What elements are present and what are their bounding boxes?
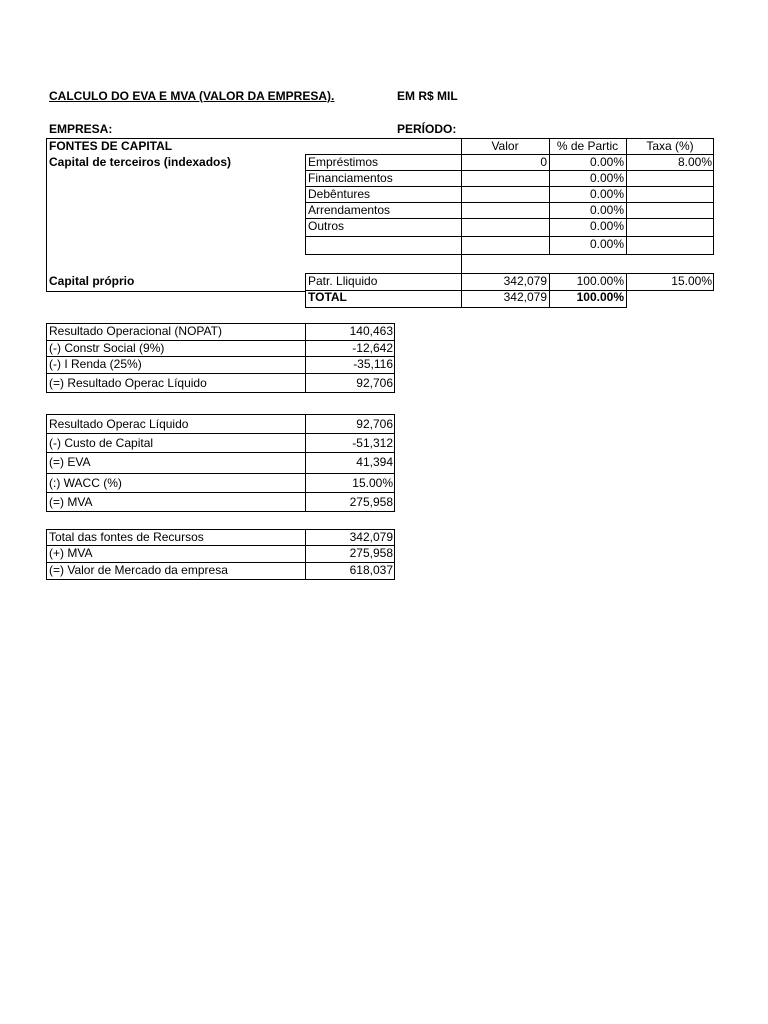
proprio-row-taxa: 15.00% [671,274,712,288]
mva-row-label: (=) Valor de Mercado da empresa [49,563,228,577]
terceiros-row-valor: 0 [540,155,547,169]
eva-row-label: Resultado Operac Líquido [49,417,189,431]
section-title: FONTES DE CAPITAL [49,139,173,153]
terceiros-row-name: Outros [308,219,345,233]
proprio-row-partic: 100.00% [576,274,624,288]
eva-row-label: (-) Custo de Capital [49,436,154,450]
mva-row-value: 618,037 [349,563,393,577]
empresa-label: EMPRESA: [49,122,113,136]
terceiros-row-partic: 0.00% [589,203,624,217]
terceiros-row-partic: 0.00% [589,237,624,251]
nopat-row-value: -12,642 [352,341,393,355]
periodo-label: PERÍODO: [397,122,457,136]
mva-row-value: 275,958 [349,546,393,560]
nopat-row-label: (=) Resultado Operac Líquido [49,376,207,390]
nopat-row-value: 92,706 [356,376,393,390]
col-header-taxa: Taxa (%) [646,139,694,153]
nopat-row-label: (-) Constr Social (9%) [49,341,165,355]
terceiros-row-partic: 0.00% [589,155,624,169]
mva-row-label: Total das fontes de Recursos [49,530,204,544]
document-title: CALCULO DO EVA E MVA (VALOR DA EMPRESA). [49,89,335,103]
proprio-label: Capital próprio [49,274,135,288]
eva-row-label: (=) EVA [49,455,91,469]
terceiros-label: Capital de terceiros (indexados) [49,155,232,169]
total-row-name: TOTAL [308,290,347,304]
eva-row-label: (:) WACC (%) [49,476,122,490]
terceiros-row-taxa: 8.00% [677,155,712,169]
mva-row-value: 342,079 [349,530,393,544]
nopat-row-value: -35,116 [353,357,393,371]
unit-label: EM R$ MIL [397,89,458,103]
proprio-row-name: Patr. Lliquido [308,274,378,288]
terceiros-row-partic: 0.00% [589,187,624,201]
col-header-partic: % de Partic [556,139,619,153]
terceiros-row-name: Financiamentos [308,171,393,185]
col-header-valor: Valor [491,139,519,153]
terceiros-row-name: Debêntures [308,187,371,201]
terceiros-row-partic: 0.00% [589,219,624,233]
total-row-partic: 100.00% [576,290,624,304]
eva-row-value: 41,394 [356,455,393,469]
eva-row-value: -51,312 [352,436,393,450]
eva-row-value: 15.00% [352,476,393,490]
eva-row-value: 275,958 [349,495,393,509]
total-row-valor: 342,079 [503,290,547,304]
eva-row-label: (=) MVA [49,495,93,509]
terceiros-row-name: Arrendamentos [308,203,391,217]
mva-row-label: (+) MVA [49,546,93,560]
terceiros-row-name: Empréstimos [308,155,379,169]
nopat-row-value: 140,463 [349,324,393,338]
nopat-row-label: Resultado Operacional (NOPAT) [49,324,222,338]
proprio-row-valor: 342,079 [503,274,547,288]
eva-row-value: 92,706 [356,417,393,431]
nopat-row-label: (-) I Renda (25%) [49,357,142,371]
terceiros-row-partic: 0.00% [589,171,624,185]
